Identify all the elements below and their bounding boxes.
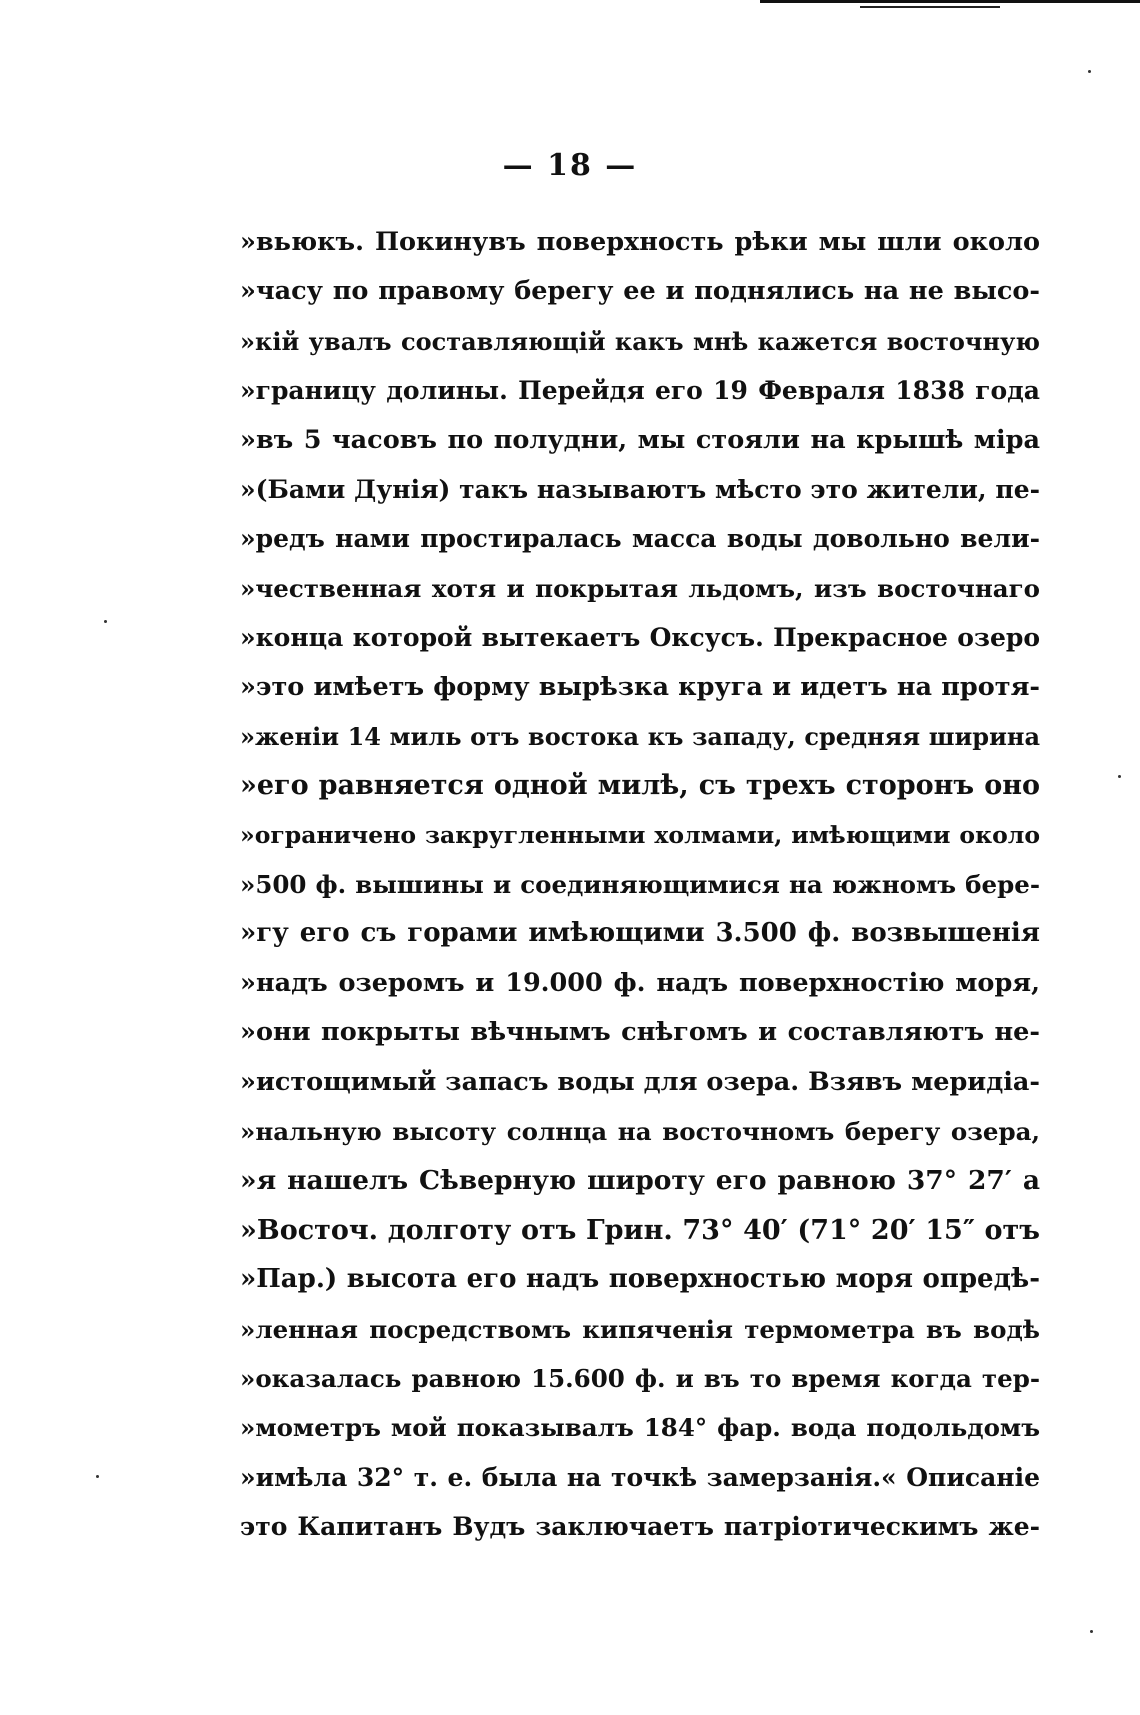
- text-line: »Пар.) высота его надъ поверхностью моря опредѣ-: [240, 1264, 1040, 1295]
- text-line: это Капитанъ Вудъ заключаетъ патріотическимъ же-: [240, 1512, 1040, 1542]
- scan-speck: [1088, 70, 1091, 73]
- text-line: »ограничено закругленными холмами, имѣющими около: [240, 820, 1040, 849]
- text-line: »500 ф. вышины и соединяющимися на южномъ бере-: [240, 870, 1040, 900]
- text-line: »надъ озеромъ и 19.000 ф. надъ поверхностію моря,: [240, 967, 1040, 998]
- scan-edge-mark: [760, 0, 1140, 3]
- text-line: »границу долины. Перейдя его 19 Февраля 1838 года: [240, 376, 1040, 406]
- text-line: »нальную высоту солнца на восточномъ берегу озера,: [240, 1117, 1040, 1147]
- text-line: »въ 5 часовъ по полудни, мы стояли на крышѣ міра: [240, 424, 1040, 455]
- scan-edge-mark: [860, 6, 1000, 8]
- text-line: »мометръ мой показывалъ 184° фар. вода подольдомъ: [240, 1413, 1040, 1443]
- scan-speck: [96, 1475, 99, 1478]
- text-line: »женіи 14 миль отъ востока къ западу, средняя ширина: [240, 721, 1040, 751]
- page-number: — 18 —: [502, 148, 638, 183]
- text-line: »часу по правому берегу ее и поднялись на не высо-: [240, 276, 1040, 307]
- text-line: »редъ нами простиралась масса воды довольно вели-: [240, 524, 1040, 554]
- scan-speck: [1118, 775, 1121, 778]
- scan-speck: [104, 620, 107, 623]
- text-line: »кій увалъ составляющій какъ мнѣ кажется восточную: [240, 326, 1040, 356]
- text-line: »(Бами Дунія) такъ называютъ мѣсто это жители, пе-: [240, 474, 1040, 504]
- text-line: »чественная хотя и покрытая льдомъ, изъ восточнаго: [240, 573, 1040, 603]
- text-line: »истощимый запасъ воды для озера. Взявъ меридіа-: [240, 1066, 1040, 1097]
- text-line: »гу его съ горами имѣющими 3.500 ф. возвышенія: [240, 918, 1040, 949]
- text-line: »они покрыты вѣчнымъ снѣгомъ и составляютъ не-: [240, 1017, 1040, 1048]
- text-line: »Восточ. долготу отъ Грин. 73° 40′ (71° 20′ 15″ отъ: [240, 1214, 1040, 1246]
- text-line: »конца которой вытекаетъ Оксусъ. Прекрасное озеро: [240, 623, 1040, 653]
- text-line: »его равняется одной милѣ, съ трехъ сторонъ оно: [240, 770, 1040, 802]
- scan-speck: [1090, 1630, 1093, 1633]
- text-line: »ленная посредствомъ кипяченія термометра въ водѣ: [240, 1314, 1040, 1344]
- body-text: [240, 218, 1040, 1552]
- text-line: »имѣла 32° т. е. была на точкѣ замерзанія.« Описаніе: [240, 1462, 1040, 1492]
- text-line: »оказалась равною 15.600 ф. и въ то время когда тер-: [240, 1363, 1040, 1393]
- text-line: »вьюкъ. Покинувъ поверхность рѣки мы шли около: [240, 227, 1040, 257]
- text-line: »это имѣетъ форму вырѣзка круга и идетъ на протя-: [240, 671, 1040, 702]
- text-line: »я нашелъ Сѣверную широту его равною 37° 27′ а: [240, 1165, 1040, 1197]
